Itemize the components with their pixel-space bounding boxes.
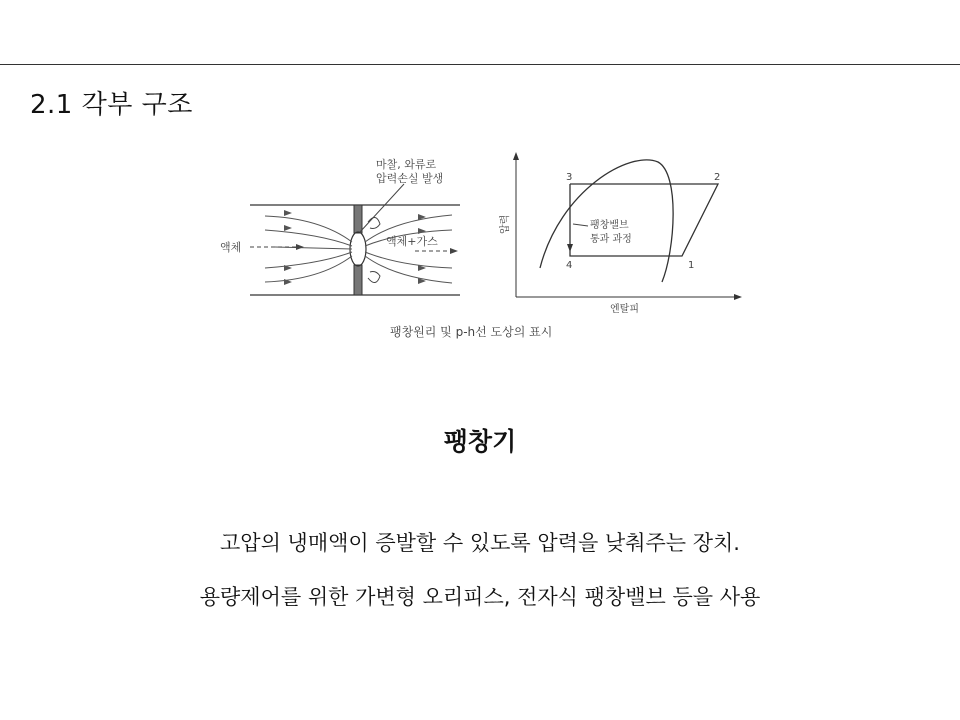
outlet-arrowhead bbox=[450, 248, 458, 254]
body-line-1: 고압의 냉매액이 증발할 수 있도록 압력을 낮춰주는 장치. bbox=[220, 531, 740, 555]
expansion-arrowhead bbox=[567, 244, 573, 252]
ph-y-axis-arrowhead bbox=[513, 152, 519, 160]
eddy-top bbox=[368, 217, 380, 228]
ph-point-4: 4 bbox=[566, 260, 573, 271]
ph-annotation-line1: 팽창밸브 bbox=[590, 220, 629, 231]
ph-x-axis-arrowhead bbox=[734, 294, 742, 300]
inlet-label: 액체 bbox=[220, 241, 242, 254]
orifice-plate-top bbox=[354, 205, 362, 233]
ph-y-axis-label: 압력 bbox=[500, 214, 511, 234]
ph-x-axis-label: 엔탈피 bbox=[610, 304, 639, 315]
annotation-leader bbox=[360, 184, 404, 232]
orifice-plate-bottom bbox=[354, 265, 362, 295]
ph-annotation-line2: 통과 과정 bbox=[590, 234, 632, 245]
outlet-label: 액체+가스 bbox=[386, 235, 438, 248]
top-divider bbox=[0, 64, 960, 65]
ph-point-1: 1 bbox=[688, 260, 695, 271]
ph-point-3: 3 bbox=[566, 172, 573, 183]
slide-title: 팽창기 bbox=[443, 427, 517, 456]
expansion-leader bbox=[573, 224, 588, 226]
section-heading: 2.1 각부 구조 bbox=[30, 90, 193, 120]
expansion-principle-figure bbox=[210, 150, 750, 350]
orifice-opening bbox=[350, 232, 366, 266]
eddy-bottom bbox=[368, 272, 380, 283]
figure-caption: 팽창원리 및 p-h선 도상의 표시 bbox=[390, 325, 553, 339]
body-line-2: 용량제어를 위한 가변형 오리피스, 전자식 팽창밸브 등을 사용 bbox=[199, 585, 761, 609]
valve-annotation-line2: 압력손실 발생 bbox=[376, 172, 444, 185]
inlet-arrowhead bbox=[296, 244, 304, 250]
valve-annotation-line1: 마찰, 와류로 bbox=[376, 158, 437, 171]
ph-point-2: 2 bbox=[714, 172, 721, 183]
